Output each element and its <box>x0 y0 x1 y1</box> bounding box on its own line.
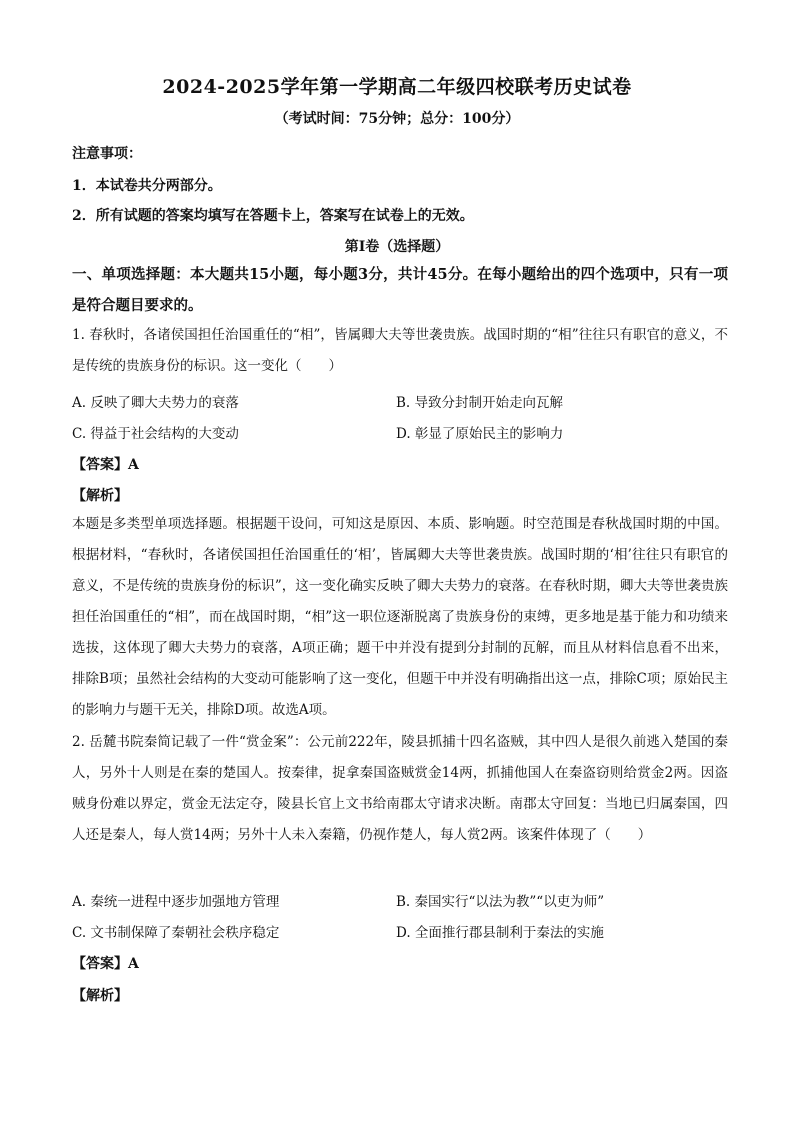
analysis-label: 【解析】 <box>72 488 128 504</box>
option-b: B. 导致分封制开始走向瓦解 <box>396 395 564 411</box>
question-stem: 1. 春秋时，各诸侯国担任治国重任的“相”，皆属卿大夫等世袭贵族。战国时期的“相”往往只有职官的意义，不是传统的贵族身份的标识。这一变化（ ） <box>72 327 728 374</box>
option-c: C. 文书制保障了秦朝社会秩序稳定 <box>72 925 280 941</box>
analysis-text: 本题是多类型单项选择题。根据题干设问，可知这是原因、本质、影响题。时空范围是春秋战国时期的中国。根据材料，“春秋时，各诸侯国担任治国重任的‘相’，皆属卿大夫等世袭贵族。战国时期的‘相’往往只有职官的意义，不是传统的贵族身份的标识”，这一变化确实反映了卿大夫势力的衰落。在春秋时期，卿大夫等世袭贵族担任治国重任的“相”，而在战国时期，“相”这一职位逐渐脱离了贵族身份的束缚，更多地是基于能力和功绩来选拔，这体现了卿大夫势力的衰落，A项正确；题干中并没有提到分封制的瓦解，而且从材料信息看不出来，排除B项；虽然社会结构的大变动可能影响了这一变化，但题干中并没有明确指出这一点，排除C项；原始民主的影响力与题干无关，排除D项。故选A项。 <box>72 516 728 718</box>
option-d: D. 彰显了原始民主的影响力 <box>396 426 564 442</box>
option-a: A. 秦统一进程中逐步加强地方管理 <box>72 894 280 910</box>
exam-subtitle: （考试时间：75分钟；总分：100分） <box>274 111 520 127</box>
notice-item: 1．本试卷共分两部分。 <box>72 178 222 194</box>
notice-heading: 注意事项： <box>72 146 142 162</box>
analysis-label: 【解析】 <box>72 988 128 1004</box>
answer-label: 【答案】A <box>72 457 139 473</box>
option-c: C. 得益于社会结构的大变动 <box>72 426 239 442</box>
notice-item: 2．所有试题的答案均填写在答题卡上，答案写在试卷上的无效。 <box>72 208 474 224</box>
question-stem: 2. 岳麓书院秦简记载了一件“赏金案”：公元前222年，陵县抓捕十四名盗贼，其中四人是很久前逃入楚国的秦人，另外十人则是在秦的楚国人。按秦律，捉拿秦国盗贼赏金14两，抓捕他国人在秦盗窃则给赏金2两。因盗贼身份难以界定，赏金无法定夺，陵县长官上文书给南郡太守请求决断。南郡太守回复：当地已归属秦国，四人还是秦人，每人赏14两；另外十人未入秦籍，仍视作楚人，每人赏2两。该案件体现了（ ） <box>72 734 728 843</box>
option-a: A. 反映了卿大夫势力的衰落 <box>72 395 239 411</box>
option-d: D. 全面推行郡县制利于秦法的实施 <box>396 925 604 941</box>
answer-label: 【答案】A <box>72 956 139 972</box>
option-b: B. 秦国实行“以法为教”“以吏为师” <box>396 894 605 910</box>
section-instruction: 一、单项选择题：本大题共15小题，每小题3分，共计45分。在每小题给出的四个选项中，只有一项是符合题目要求的。 <box>72 266 728 314</box>
section-title: 第Ⅰ卷（选择题） <box>344 239 450 255</box>
exam-title: 2024-2025学年第一学期高二年级四校联考历史试卷 <box>162 76 632 98</box>
